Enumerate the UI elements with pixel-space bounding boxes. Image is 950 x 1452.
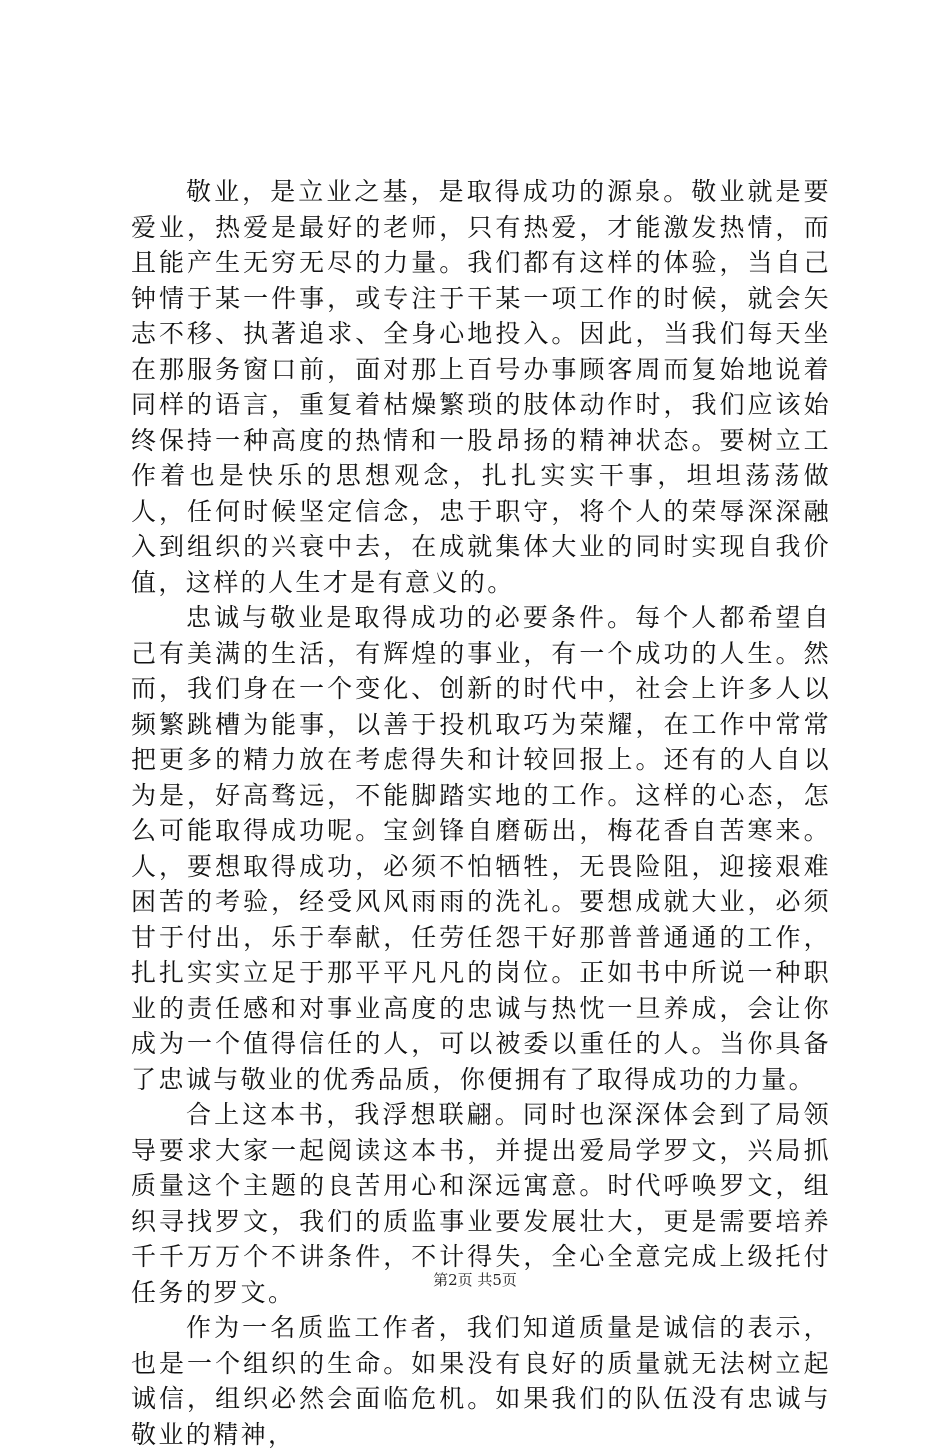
- page-number-footer: 第2页 共5页: [433, 1271, 517, 1289]
- paragraph-4: 作为一名质监工作者，我们知道质量是诚信的表示，也是一个组织的生命。如果没有良好的质量就无法树立起诚信，组织必然会面临危机。如果我们的队伍没有忠诚与敬业的精神，: [131, 1313, 831, 1449]
- document-body: [131, 174, 831, 1452]
- paragraph-2: 忠诚与敬业是取得成功的必要条件。每个人都希望自己有美满的生活，有辉煌的事业，有一个成功的人生。然而，我们身在一个变化、创新的时代中，社会上许多人以频繁跳槽为能事，以善于投机取巧为荣耀，在工作中常常把更多的精力放在考虑得失和计较回报上。还有的人自以为是，好高骛远，不能脚踏实地的工作。这样的心态，怎么可能取得成功呢。宝剑锋自磨砺出，梅花香自苦寒来。人，要想取得成功，必须不怕牺牲，无畏险阻，迎接艰难困苦的考验，经受风风雨雨的洗礼。要想成就大业，必须甘于付出，乐于奉献，任劳任怨干好那普普通通的工作，扎扎实实立足于那平平凡凡的岗位。正如书中所说一种职业的责任感和对事业高度的忠诚与热忱一旦养成，会让你成为一个值得信任的人，可以被委以重任的人。当你具备了忠诚与敬业的优秀品质，你便拥有了取得成功的力量。: [131, 603, 831, 1094]
- paragraph-1: 敬业，是立业之基，是取得成功的源泉。敬业就是要爱业，热爱是最好的老师，只有热爱，才能激发热情，而且能产生无穷无尽的力量。我们都有这样的体验，当自己钟情于某一件事，或专注于干某一项工作的时候，就会矢志不移、执著追求、全身心地投入。因此，当我们每天坐在那服务窗口前，面对那上百号办事顾客周而复始地说着同样的语言，重复着枯燥繁琐的肢体动作时，我们应该始终保持一种高度的热情和一股昂扬的精神状态。要树立工作着也是快乐的思想观念，扎扎实实干事，坦坦荡荡做人，任何时候坚定信念，忠于职守，将个人的荣辱深深融入到组织的兴衰中去，在成就集体大业的同时实现自我价值，这样的人生才是有意义的。: [131, 177, 831, 597]
- paragraph-3: 合上这本书，我浮想联翩。同时也深深体会到了局领导要求大家一起阅读这本书，并提出爱局学罗文，兴局抓质量这个主题的良苦用心和深远寓意。时代呼唤罗文，组织寻找罗文，我们的质监事业要发展壮大，更是需要培养千千万万个不讲条件，不计得失，全心全意完成上级托付任务的罗文。: [131, 1100, 831, 1307]
